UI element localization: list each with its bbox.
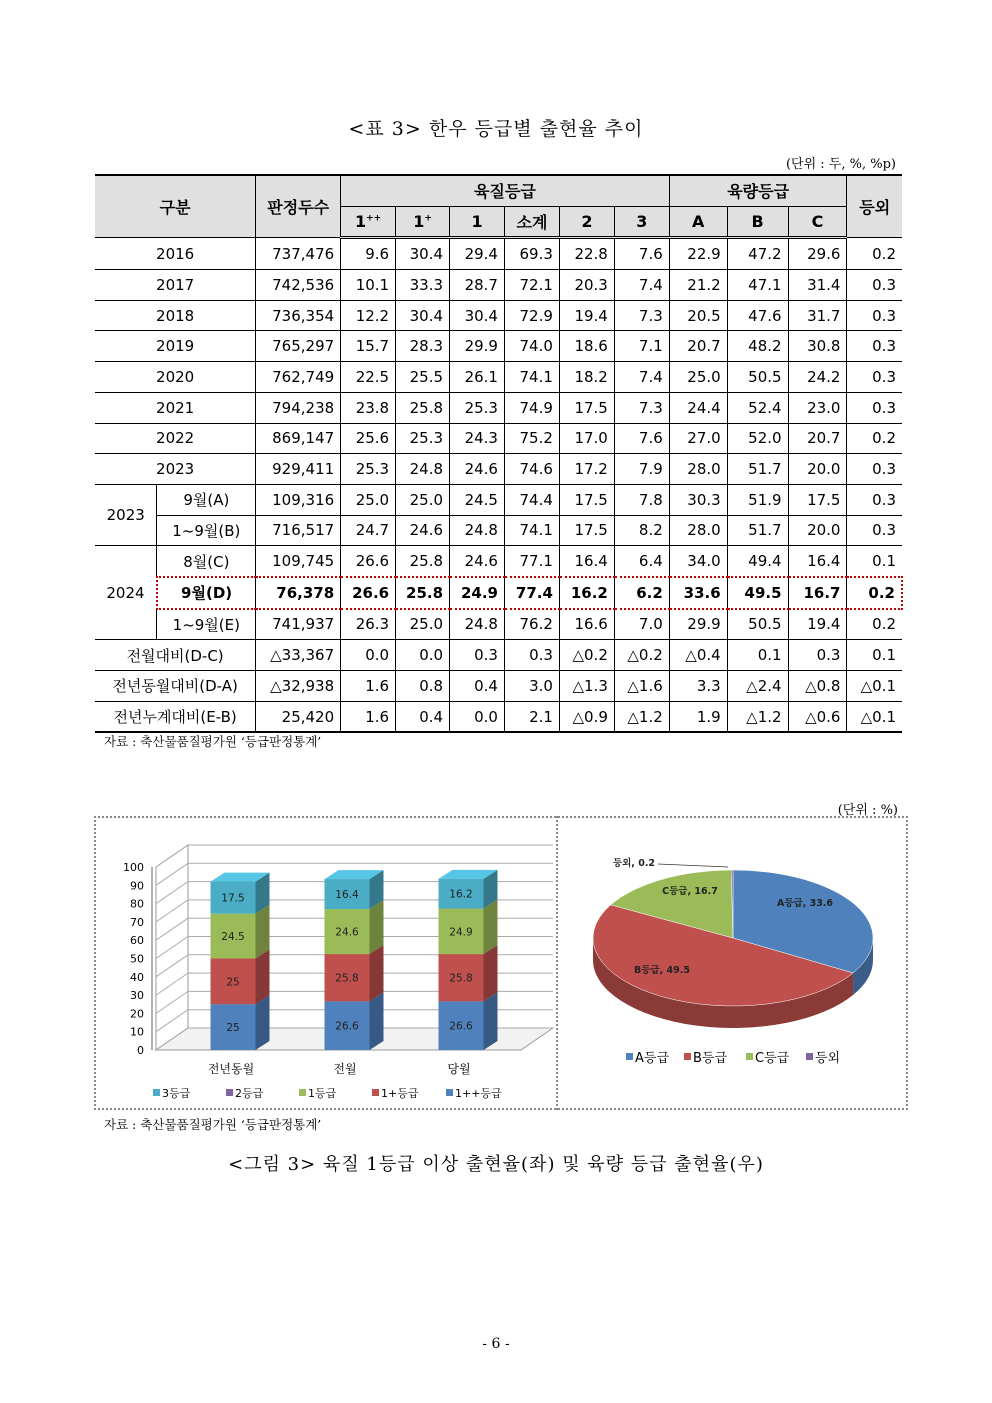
legend-swatch [446, 1089, 453, 1096]
figure-divider [556, 816, 558, 1110]
table-row [95, 701, 902, 732]
table-cell: 26.3 [341, 609, 396, 640]
pie-data-label: C등급, 16.7 [662, 886, 718, 897]
table-cell: 1.6 [341, 701, 396, 732]
table-cell: 18.6 [559, 331, 614, 362]
table-cell: 0.3 [788, 640, 847, 671]
table-cell: 0.3 [847, 331, 902, 362]
table-cell: 26.6 [341, 546, 396, 577]
bar-segment-side [484, 900, 498, 955]
table-cell: 25.5 [396, 362, 450, 393]
table-cell: 16.6 [559, 609, 614, 640]
table-cell: 17.5 [788, 484, 847, 515]
table-row [95, 546, 902, 577]
table-cell: 0.1 [727, 640, 788, 671]
table-cell: 16.7 [788, 577, 847, 609]
row-label: 2019 [95, 331, 256, 362]
stacked-bar-chart [96, 818, 554, 1108]
row-label: 2016 [95, 238, 256, 270]
table-cell: 20.7 [788, 423, 847, 454]
table-cell: 47.1 [727, 270, 788, 301]
y-tick-label: 80 [130, 897, 144, 911]
table-cell: 51.9 [727, 484, 788, 515]
table-row [95, 423, 902, 454]
table-cell: 7.6 [614, 423, 669, 454]
table-cell: 25.3 [450, 392, 505, 423]
leader-line [658, 864, 728, 867]
table-cell: 0.3 [847, 515, 902, 546]
y-tick-label: 100 [123, 861, 144, 874]
table-cell: 12.2 [341, 300, 396, 331]
table-cell: 24.3 [450, 423, 505, 454]
table-cell: 22.9 [669, 238, 727, 270]
data-label: 26.6 [335, 1020, 359, 1033]
table-cell: 109,745 [256, 546, 341, 577]
y-tick-label: 70 [130, 915, 144, 929]
table-cell: 3.0 [504, 671, 559, 702]
table-cell: △0.2 [559, 640, 614, 671]
table-row [95, 300, 902, 331]
data-label: 25.8 [449, 972, 473, 985]
table-row [95, 609, 902, 640]
table-cell: 20.5 [669, 300, 727, 331]
table-cell: 0.1 [847, 546, 902, 577]
table-cell: 48.2 [727, 331, 788, 362]
table-cell: 76.2 [504, 609, 559, 640]
table-cell: 30.4 [396, 238, 450, 270]
table-cell: 33.6 [669, 577, 727, 609]
row-label: 9월(D) [157, 577, 256, 609]
table-cell: △1.2 [727, 701, 788, 732]
table-cell: 25.8 [396, 392, 450, 423]
table-cell: 0.2 [847, 238, 902, 270]
legend-swatch [153, 1089, 160, 1096]
table-cell: 24.8 [450, 609, 505, 640]
table-cell: 0.3 [847, 362, 902, 393]
table-cell: 29.6 [788, 238, 847, 270]
table-cell: 16.2 [559, 577, 614, 609]
table-cell: 25.0 [341, 484, 396, 515]
table-cell: 20.0 [788, 454, 847, 485]
data-label: 16.2 [449, 888, 473, 901]
table-cell: 28.3 [396, 331, 450, 362]
legend-swatch [684, 1053, 691, 1060]
table-cell: 7.6 [614, 238, 669, 270]
figure-unit: (단위 : %) [837, 803, 898, 818]
bar-segment-side [484, 945, 498, 1001]
legend-swatch [372, 1089, 379, 1096]
table-cell: 7.8 [614, 484, 669, 515]
table-cell: 50.5 [727, 362, 788, 393]
table-row [95, 577, 902, 609]
table-cell: 25.3 [341, 454, 396, 485]
legend-label: C등급 [755, 1051, 790, 1066]
table-cell: 76,378 [256, 577, 341, 609]
table-cell: 49.5 [727, 577, 788, 609]
grade-table [95, 174, 903, 733]
table-cell: 24.8 [450, 515, 505, 546]
table-cell: 7.1 [614, 331, 669, 362]
header-a: A [669, 206, 727, 238]
table-title: <표 3> 한우 등급별 출현율 추이 [348, 118, 644, 140]
table-cell: 18.2 [559, 362, 614, 393]
table-cell: △0.8 [788, 671, 847, 702]
legend-swatch [806, 1053, 813, 1060]
table-cell: 0.2 [847, 577, 902, 609]
table-row [95, 238, 902, 270]
table-unit: (단위 : 두, %, %p) [785, 157, 896, 172]
legend-label: A등급 [635, 1051, 670, 1066]
table-cell: 30.3 [669, 484, 727, 515]
table-cell: 765,297 [256, 331, 341, 362]
table-cell: △32,938 [256, 671, 341, 702]
bar-segment-side [256, 995, 270, 1050]
table-cell: 26.1 [450, 362, 505, 393]
data-label: 24.5 [221, 931, 245, 944]
table-row [95, 270, 902, 301]
table-cell: 24.7 [341, 515, 396, 546]
row-label: 전월대비(D-C) [95, 640, 256, 671]
table-cell: 0.1 [847, 640, 902, 671]
y-tick-label: 50 [130, 952, 144, 966]
table-cell: 741,937 [256, 609, 341, 640]
table-cell: 24.6 [450, 454, 505, 485]
table-cell: 74.9 [504, 392, 559, 423]
table-cell: 34.0 [669, 546, 727, 577]
table-cell: 7.3 [614, 392, 669, 423]
table-cell: 22.8 [559, 238, 614, 270]
data-label: 25.8 [335, 972, 359, 985]
table-cell: 23.8 [341, 392, 396, 423]
table-cell: 109,316 [256, 484, 341, 515]
table-cell: 25.8 [396, 546, 450, 577]
table-cell: 25.0 [396, 484, 450, 515]
table-source: 자료 : 축산물품질평가원 ‘등급판정통계’ [104, 734, 322, 749]
legend-label: 등외 [815, 1051, 841, 1066]
legend-label: 1++등급 [455, 1087, 502, 1100]
header-subtotal: 소계 [504, 206, 559, 238]
table-cell: 49.4 [727, 546, 788, 577]
header-off: 등외 [847, 175, 902, 238]
table-cell: 737,476 [256, 238, 341, 270]
header-1: 1 [450, 206, 505, 238]
x-category-label: 당월 [447, 1062, 471, 1076]
table-cell: 52.4 [727, 392, 788, 423]
table-cell: 6.4 [614, 546, 669, 577]
table-cell: 0.3 [504, 640, 559, 671]
table-cell: 30.4 [450, 300, 505, 331]
table-cell: 0.3 [847, 270, 902, 301]
header-count: 판정두수 [256, 175, 341, 238]
bar-segment-side [370, 900, 384, 954]
data-label: 25 [226, 1022, 240, 1035]
page-number: - 6 - [482, 1336, 510, 1352]
table-cell: 0.3 [847, 484, 902, 515]
data-label: 17.5 [221, 892, 245, 905]
table-cell: 19.4 [788, 609, 847, 640]
table-cell: △33,367 [256, 640, 341, 671]
table-cell: 15.7 [341, 331, 396, 362]
bar-segment-side [256, 905, 270, 959]
table-cell: 74.0 [504, 331, 559, 362]
table-cell: △0.4 [669, 640, 727, 671]
table-cell: 21.2 [669, 270, 727, 301]
pie-chart [560, 818, 906, 1108]
table-cell: 31.4 [788, 270, 847, 301]
table-row [95, 331, 902, 362]
table-cell: 17.5 [559, 515, 614, 546]
row-label: 2020 [95, 362, 256, 393]
row-label: 8월(C) [157, 546, 256, 577]
table-cell: 24.2 [788, 362, 847, 393]
header-category: 구분 [95, 175, 256, 238]
table-cell: 28.7 [450, 270, 505, 301]
bar-segment-side [484, 992, 498, 1050]
table-cell: 25.0 [669, 362, 727, 393]
table-cell: 16.4 [788, 546, 847, 577]
data-label: 24.6 [335, 926, 359, 939]
table-row [95, 640, 902, 671]
row-label: 2017 [95, 270, 256, 301]
table-cell: 7.4 [614, 362, 669, 393]
table-cell: 16.4 [559, 546, 614, 577]
y-tick-label: 10 [130, 1025, 144, 1039]
table-cell: 8.2 [614, 515, 669, 546]
table-cell: 10.1 [341, 270, 396, 301]
header-c: C [788, 206, 847, 238]
table-cell: 51.7 [727, 454, 788, 485]
table-cell: 20.3 [559, 270, 614, 301]
table-cell: 0.3 [847, 454, 902, 485]
figure-caption: <그림 3> 육질 1등급 이상 출현율(좌) 및 육량 등급 출현율(우) [228, 1154, 764, 1175]
table-cell: 72.9 [504, 300, 559, 331]
header-1pp: 1++ [341, 206, 396, 238]
legend-label: B등급 [693, 1051, 728, 1066]
y-tick-label: 40 [130, 970, 144, 984]
table-row [95, 362, 902, 393]
table-cell: 29.9 [669, 609, 727, 640]
table-cell: 17.5 [559, 392, 614, 423]
table-cell: 0.0 [450, 701, 505, 732]
legend-label: 1+등급 [381, 1087, 419, 1100]
table-cell: 31.7 [788, 300, 847, 331]
table-cell: 0.4 [396, 701, 450, 732]
y-tick-label: 30 [130, 989, 144, 1003]
bar-segment-side [370, 945, 384, 1001]
table-cell: △2.4 [727, 671, 788, 702]
table-cell: 7.0 [614, 609, 669, 640]
y-tick-label: 90 [130, 879, 144, 893]
group-year: 2024 [95, 546, 157, 640]
bar-segment-side [256, 950, 270, 1005]
table-cell: 0.2 [847, 423, 902, 454]
table-cell: 33.3 [396, 270, 450, 301]
legend-swatch [746, 1053, 753, 1060]
table-cell: 50.5 [727, 609, 788, 640]
table-cell: △0.9 [559, 701, 614, 732]
table-cell: 77.1 [504, 546, 559, 577]
table-cell: 24.9 [450, 577, 505, 609]
data-label: 26.6 [449, 1020, 473, 1033]
table-cell: 7.3 [614, 300, 669, 331]
row-label: 전년누계대비(E-B) [95, 701, 256, 732]
table-cell: 929,411 [256, 454, 341, 485]
table-cell: 1.9 [669, 701, 727, 732]
table-cell: 30.8 [788, 331, 847, 362]
table-row [95, 671, 902, 702]
table-cell: △0.2 [614, 640, 669, 671]
row-label: 전년동월대비(D-A) [95, 671, 256, 702]
header-yield: 육량등급 [669, 175, 847, 206]
table-cell: 74.1 [504, 362, 559, 393]
table-cell: 27.0 [669, 423, 727, 454]
header-b: B [727, 206, 788, 238]
table-cell: 29.9 [450, 331, 505, 362]
pie-data-label: 등외, 0.2 [612, 858, 656, 869]
table-cell: 75.2 [504, 423, 559, 454]
table-cell: 0.0 [396, 640, 450, 671]
table-cell: △1.3 [559, 671, 614, 702]
y-tick-label: 60 [130, 934, 144, 948]
y-tick-label: 20 [130, 1007, 144, 1021]
table-cell: 19.4 [559, 300, 614, 331]
table-cell: △0.6 [788, 701, 847, 732]
table-cell: 869,147 [256, 423, 341, 454]
table-cell: 74.6 [504, 454, 559, 485]
table-cell: 24.5 [450, 484, 505, 515]
header-2: 2 [559, 206, 614, 238]
table-cell: 6.2 [614, 577, 669, 609]
table-cell: 0.3 [847, 392, 902, 423]
table-cell: 0.3 [450, 640, 505, 671]
table-cell: 9.6 [341, 238, 396, 270]
row-label: 1~9월(E) [157, 609, 256, 640]
table-cell: 25.8 [396, 577, 450, 609]
table-cell: 3.3 [669, 671, 727, 702]
table-cell: 17.5 [559, 484, 614, 515]
table-cell: 7.9 [614, 454, 669, 485]
table-cell: 25.3 [396, 423, 450, 454]
table-cell: 0.8 [396, 671, 450, 702]
table-cell: △1.6 [614, 671, 669, 702]
x-category-label: 전월 [333, 1062, 357, 1076]
table-cell: △0.1 [847, 701, 902, 732]
table-cell: 0.4 [450, 671, 505, 702]
data-label: 25 [226, 976, 240, 989]
row-label: 1~9월(B) [157, 515, 256, 546]
table-cell: 2.1 [504, 701, 559, 732]
table-cell: 72.1 [504, 270, 559, 301]
legend-swatch [299, 1089, 306, 1096]
table-row [95, 515, 902, 546]
table-cell: 74.1 [504, 515, 559, 546]
table-cell: 20.0 [788, 515, 847, 546]
table-cell: △0.1 [847, 671, 902, 702]
table-cell: 7.4 [614, 270, 669, 301]
table-cell: 25.0 [396, 609, 450, 640]
row-label: 9월(A) [157, 484, 256, 515]
table-cell: 74.4 [504, 484, 559, 515]
table-cell: 736,354 [256, 300, 341, 331]
table-cell: 716,517 [256, 515, 341, 546]
table-cell: 0.0 [341, 640, 396, 671]
table-cell: 0.2 [847, 609, 902, 640]
table-cell: △1.2 [614, 701, 669, 732]
header-quality: 육질등급 [341, 175, 670, 206]
table-cell: 51.7 [727, 515, 788, 546]
table-cell: 77.4 [504, 577, 559, 609]
legend-swatch [626, 1053, 633, 1060]
header-1p: 1+ [396, 206, 450, 238]
table-cell: 28.0 [669, 454, 727, 485]
legend-label: 1등급 [308, 1087, 337, 1100]
y-tick-label: 0 [137, 1044, 144, 1057]
table-cell: 0.3 [847, 300, 902, 331]
table-cell: 47.6 [727, 300, 788, 331]
row-label: 2023 [95, 454, 256, 485]
bar-segment-side [370, 992, 384, 1050]
pie-data-label: A등급, 33.6 [776, 898, 834, 909]
data-label: 24.9 [449, 926, 473, 939]
legend-swatch [226, 1089, 233, 1096]
table-row [95, 392, 902, 423]
pie-data-label: B등급, 49.5 [634, 965, 690, 976]
table-cell: 25.6 [341, 423, 396, 454]
table-row [95, 484, 902, 515]
row-label: 2018 [95, 300, 256, 331]
legend-label: 2등급 [235, 1087, 264, 1100]
table-cell: 22.5 [341, 362, 396, 393]
table-cell: 24.8 [396, 454, 450, 485]
table-cell: 23.0 [788, 392, 847, 423]
header-3: 3 [614, 206, 669, 238]
table-cell: 29.4 [450, 238, 505, 270]
table-cell: 24.6 [396, 515, 450, 546]
table-cell: 742,536 [256, 270, 341, 301]
table-cell: 25,420 [256, 701, 341, 732]
table-cell: 1.6 [341, 671, 396, 702]
table-cell: 24.6 [450, 546, 505, 577]
row-label: 2021 [95, 392, 256, 423]
row-label: 2022 [95, 423, 256, 454]
table-cell: 26.6 [341, 577, 396, 609]
table-cell: 24.4 [669, 392, 727, 423]
table-cell: 17.0 [559, 423, 614, 454]
data-label: 16.4 [335, 889, 359, 902]
table-cell: 47.2 [727, 238, 788, 270]
legend-label: 3등급 [162, 1087, 191, 1100]
table-cell: 52.0 [727, 423, 788, 454]
figure-source: 자료 : 축산물품질평가원 ‘등급판정통계’ [104, 1117, 322, 1132]
table-cell: 30.4 [396, 300, 450, 331]
table-row [95, 454, 902, 485]
x-category-label: 전년동월 [207, 1062, 255, 1076]
table-cell: 762,749 [256, 362, 341, 393]
group-year: 2023 [95, 484, 157, 545]
table-cell: 69.3 [504, 238, 559, 270]
table-cell: 794,238 [256, 392, 341, 423]
table-cell: 20.7 [669, 331, 727, 362]
table-cell: 17.2 [559, 454, 614, 485]
table-cell: 28.0 [669, 515, 727, 546]
